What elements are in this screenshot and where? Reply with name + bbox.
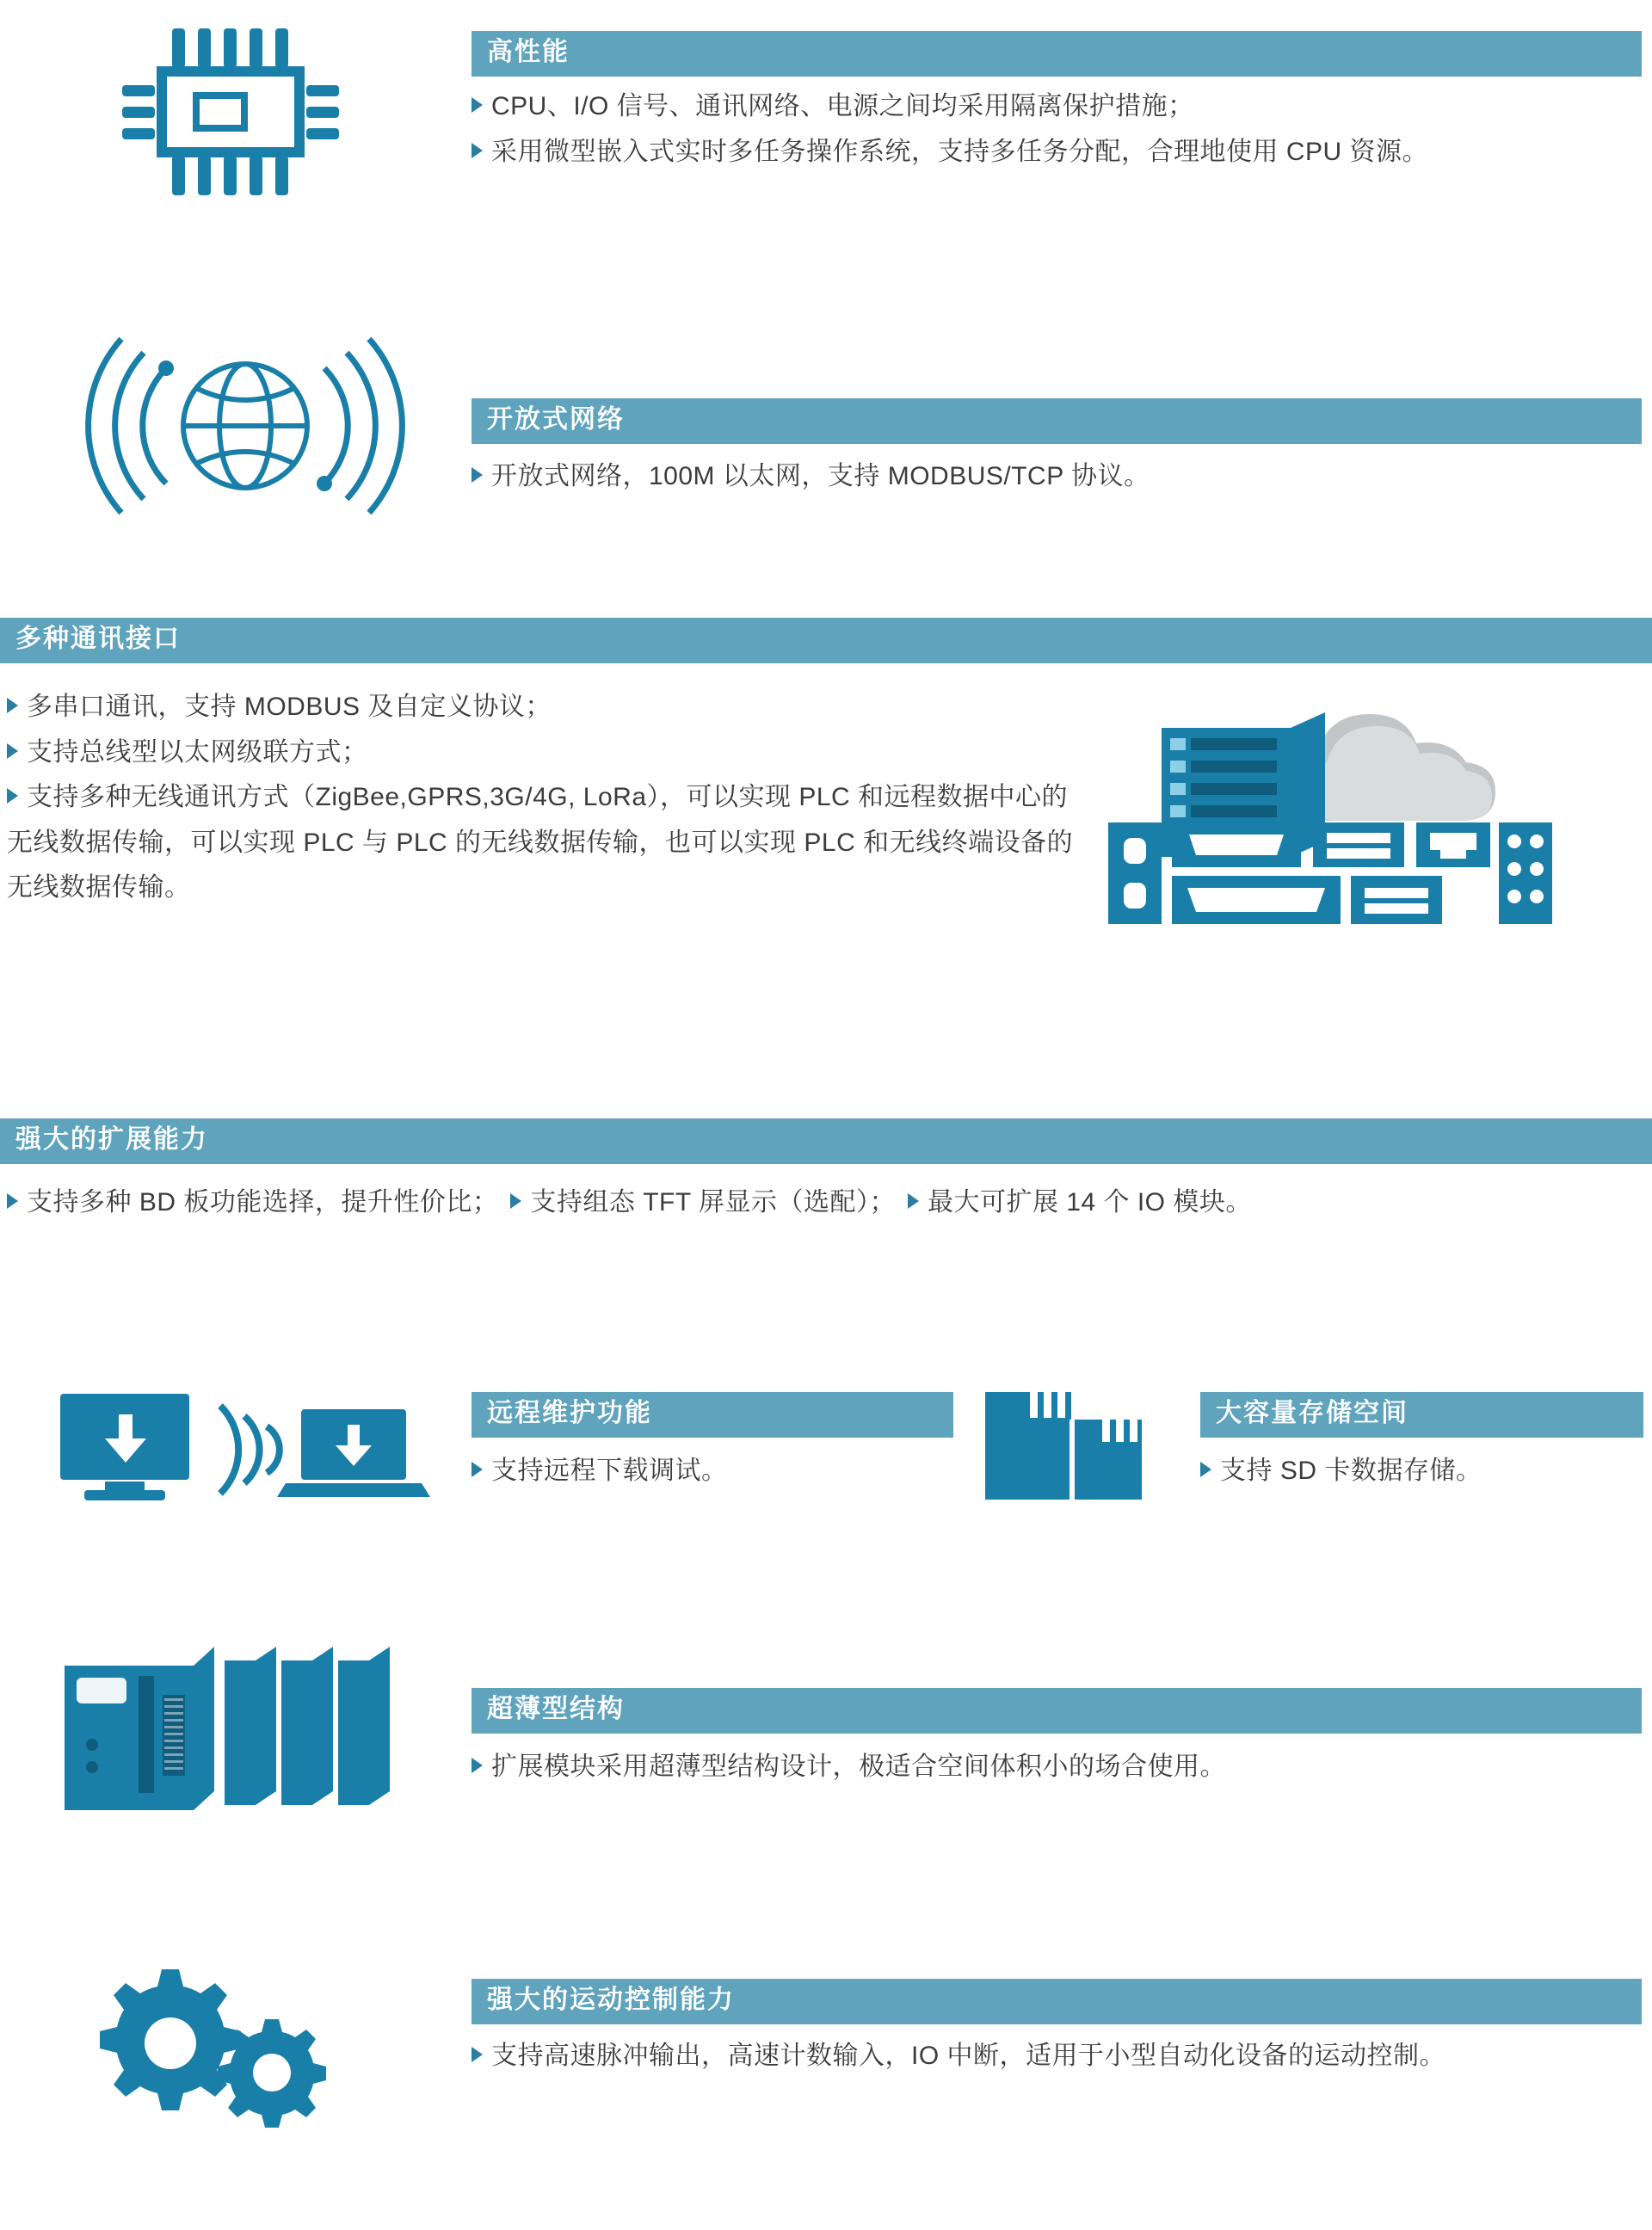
bullet-icon xyxy=(7,788,18,804)
section-body-open-network xyxy=(472,454,1642,500)
gears-icon xyxy=(52,1957,430,2134)
globe-wireless-icon xyxy=(65,327,426,529)
bullet-icon xyxy=(7,698,18,713)
bullet-text: 扩展模块采用超薄型结构设计，极适合空间体积小的场合使用。 xyxy=(491,1753,1226,1781)
bullet-icon xyxy=(472,2047,483,2062)
server-cloud-ports-icon xyxy=(1101,678,1557,932)
bullet-text: CPU、I/O 信号、通讯网络、电源之间均采用隔离保护措施； xyxy=(491,92,1194,120)
bullet-text: 支持组态 TFT 屏显示（选配）； xyxy=(530,1188,896,1217)
section-high-performance xyxy=(0,0,1652,301)
section-slim-structure xyxy=(0,1635,1652,1858)
bullet-icon xyxy=(510,1193,521,1209)
section-body-high-performance xyxy=(472,84,1642,175)
bullet-text: 支持多种无线通讯方式（ZigBee,GPRS,3G/4G, LoRa），可以实现 PLC 和远程数据中心的无线数据传输，可以实现 PLC 与 PLC 的无线数据传输，也可以实现 PLC 和无线终端设备的无线数据传输。 xyxy=(7,783,1074,902)
section-heading-storage: 大容量存储空间 xyxy=(1200,1392,1643,1438)
bullet-icon xyxy=(472,97,483,113)
section-body-slim-structure xyxy=(472,1745,1642,1790)
bullet-icon xyxy=(908,1193,919,1209)
section-remote-and-storage xyxy=(0,1377,1652,1574)
sd-card-icon xyxy=(977,1383,1157,1521)
bullet-text: 采用微型嵌入式实时多任务操作系统，支持多任务分配，合理地使用 CPU 资源。 xyxy=(491,137,1429,166)
section-motion-control xyxy=(0,1953,1652,2211)
bullet-text: 多串口通讯，支持 MODBUS 及自定义协议； xyxy=(27,693,552,721)
bullet-icon xyxy=(472,1462,483,1477)
bullet-icon xyxy=(7,1193,18,1209)
section-heading-slim-structure: 超薄型结构 xyxy=(472,1688,1642,1734)
section-heading-open-network: 开放式网络 xyxy=(472,398,1642,444)
bullet-text: 支持多种 BD 板功能选择，提升性价比； xyxy=(27,1188,499,1217)
bullet-text: 支持 SD 卡数据存储。 xyxy=(1220,1457,1482,1485)
section-body-communication-interfaces xyxy=(7,685,1078,911)
section-communication-interfaces xyxy=(0,618,1652,1031)
slim-modules-icon xyxy=(56,1635,426,1837)
bullet-icon xyxy=(472,467,483,483)
section-heading-motion-control: 强大的运动控制能力 xyxy=(472,1979,1642,2024)
bullet-icon xyxy=(7,743,18,759)
section-open-network xyxy=(0,318,1652,551)
bullet-icon xyxy=(1200,1462,1211,1477)
cpu-chip-icon xyxy=(103,22,387,206)
section-body-remote xyxy=(472,1449,953,1494)
section-heading-expansion: 强大的扩展能力 xyxy=(0,1118,1652,1164)
bullet-text: 最大可扩展 14 个 IO 模块。 xyxy=(927,1188,1252,1217)
bullet-icon xyxy=(472,1758,483,1773)
section-heading-communication-interfaces: 多种通讯接口 xyxy=(0,618,1652,663)
bullet-text: 支持总线型以太网级联方式； xyxy=(27,737,368,767)
bullet-text: 支持高速脉冲输出，高速计数输入，IO 中断，适用于小型自动化设备的运动控制。 xyxy=(491,2042,1446,2070)
section-expansion xyxy=(0,1118,1652,1265)
section-body-expansion xyxy=(7,1180,1646,1226)
bullet-text: 支持远程下载调试。 xyxy=(491,1457,728,1485)
section-body-motion-control xyxy=(472,2034,1642,2079)
remote-download-icon xyxy=(52,1385,430,1518)
bullet-text: 开放式网络，100M 以太网，支持 MODBUS/TCP 协议。 xyxy=(491,462,1150,490)
section-body-storage xyxy=(1200,1449,1643,1494)
section-heading-high-performance: 高性能 xyxy=(472,31,1642,77)
bullet-icon xyxy=(472,143,483,158)
section-heading-remote: 远程维护功能 xyxy=(472,1392,953,1438)
